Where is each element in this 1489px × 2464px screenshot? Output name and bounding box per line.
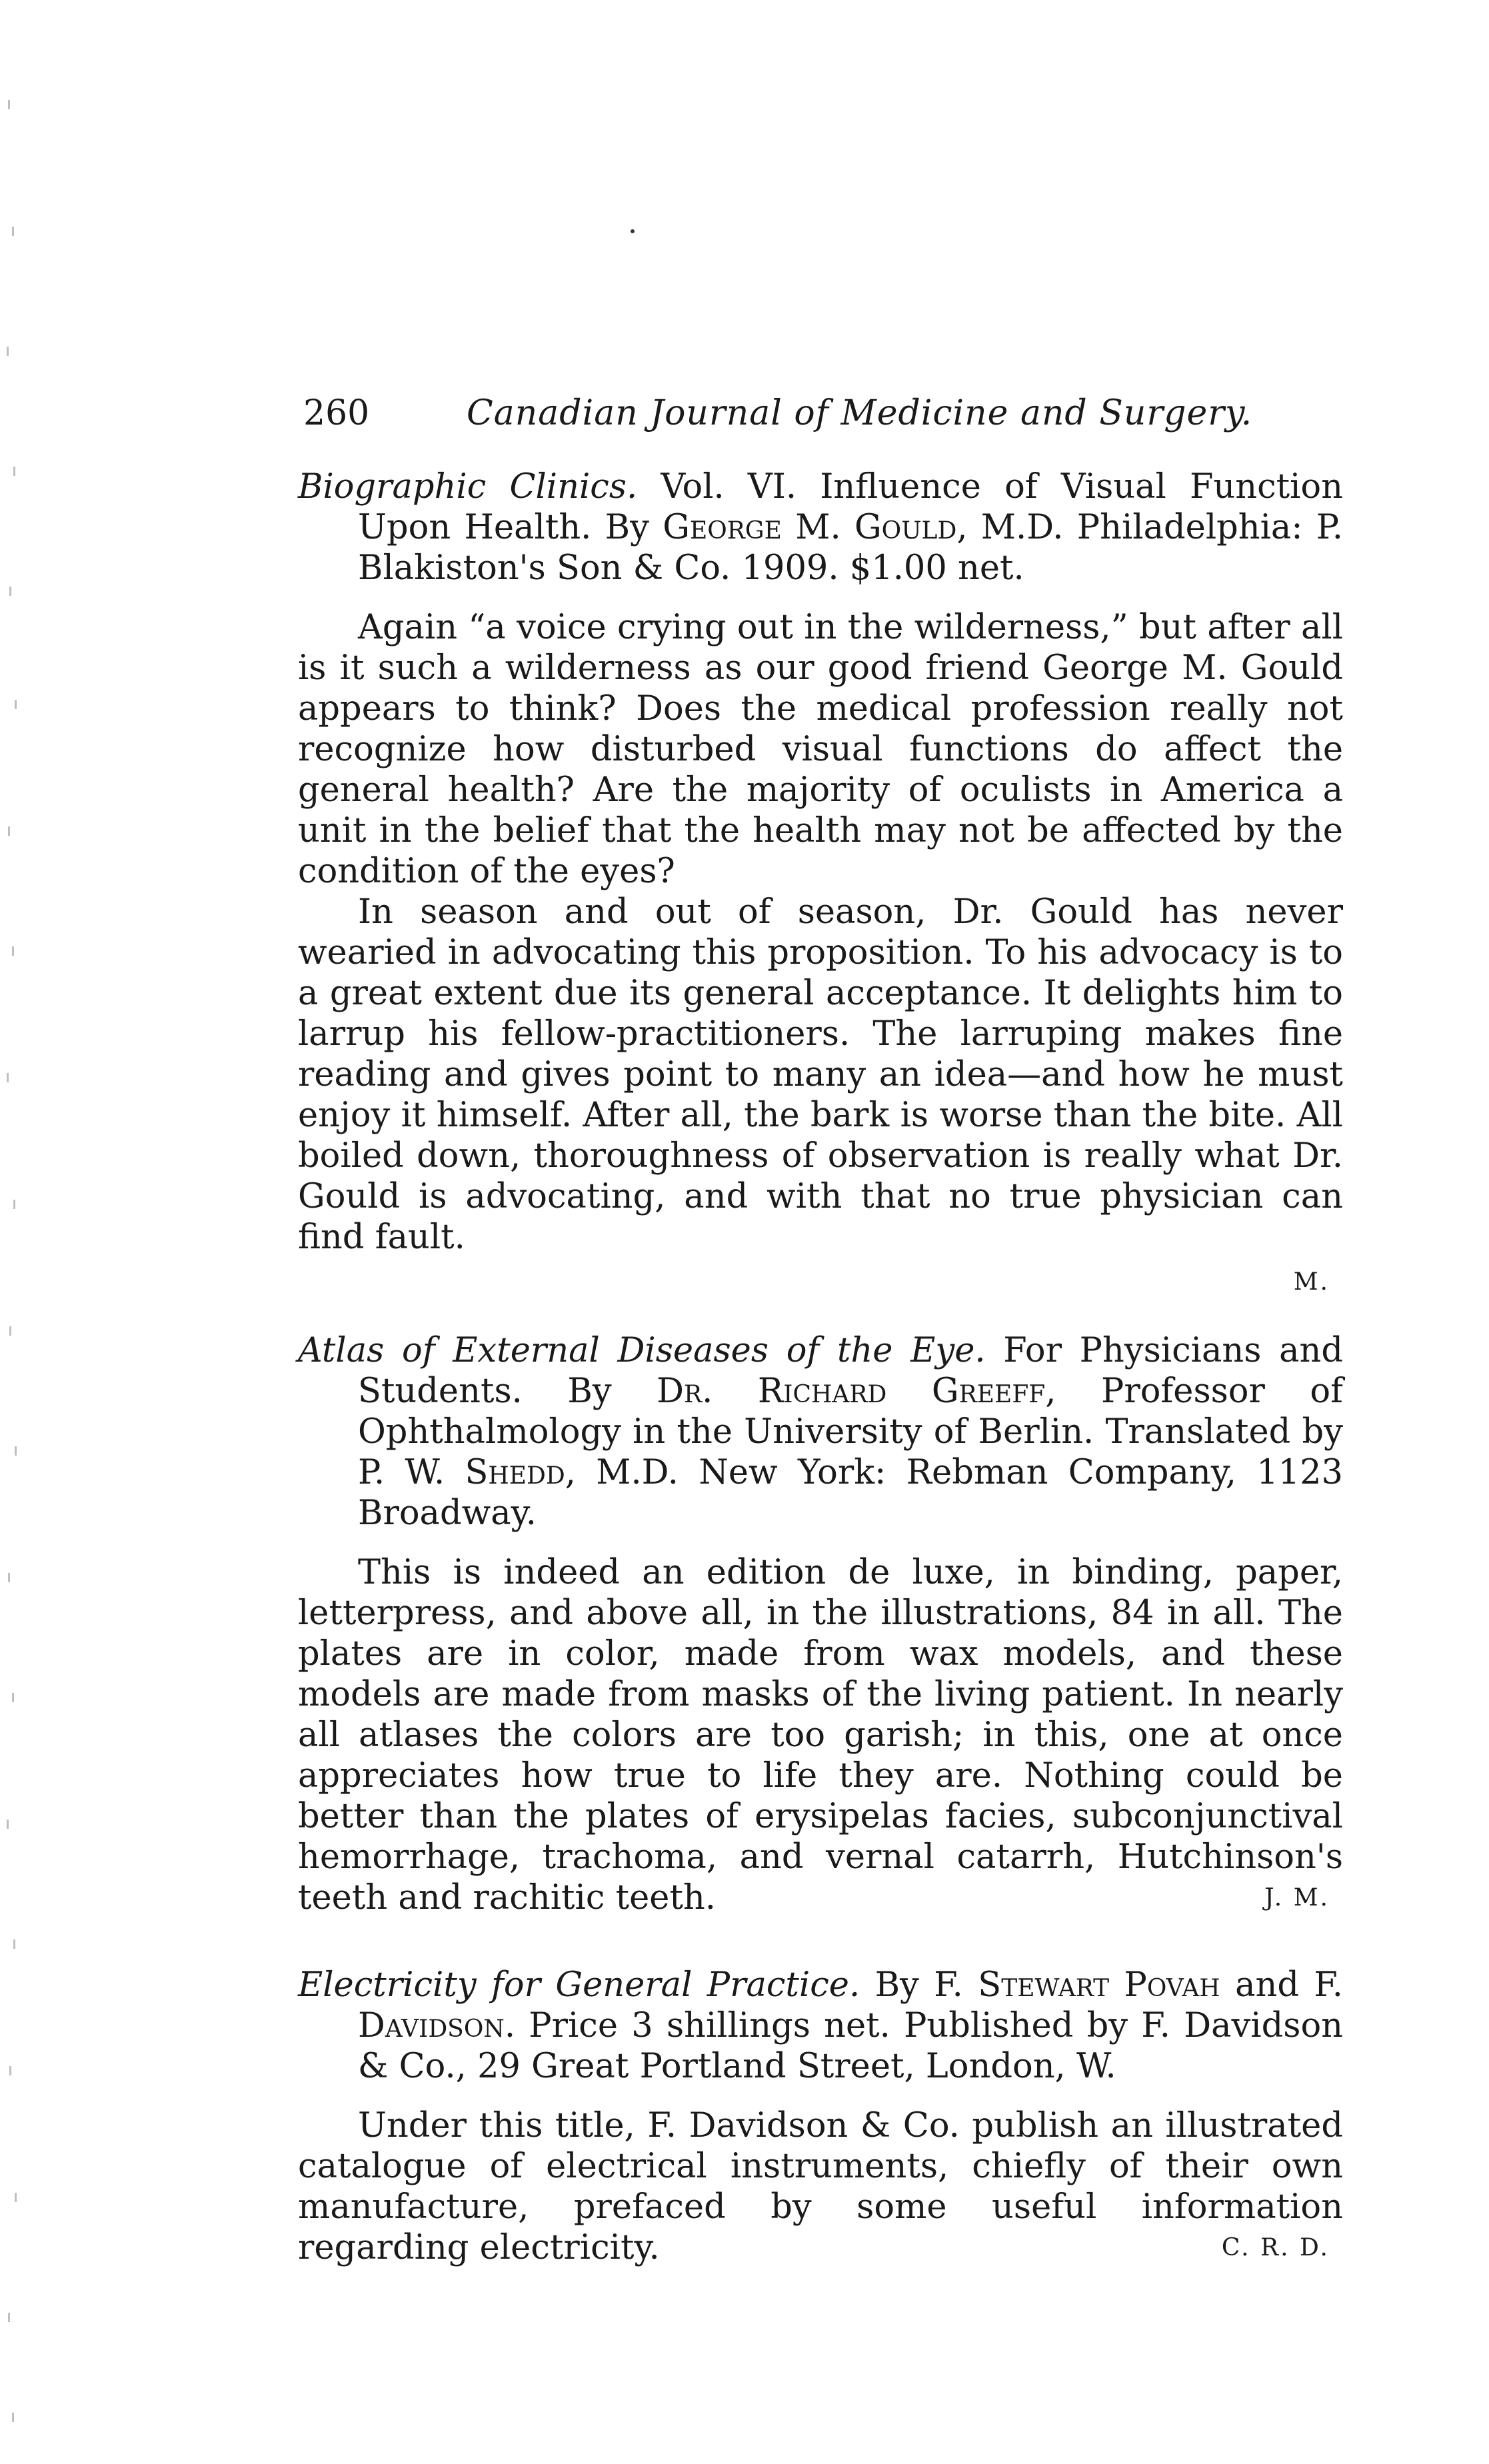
review-paragraph [298,1552,1343,1918]
heading-text: , M.D. New York: Rebman Company, 1123 Broadway. [358,1453,1343,1533]
book-notice-heading [298,1965,1343,2087]
book-title: Electricity for General Practice. [298,1965,860,2005]
book-title: Biographic Clinics. [298,467,638,507]
heading-text: and F. [1220,1965,1343,2005]
author-first-name: George [663,508,782,547]
author-surname: Gould [854,508,957,547]
reviewer-initials: C. R. D. [1221,2234,1330,2261]
heading-text: By F. [860,1965,978,2005]
reviewer-initials: J. M. [1264,1884,1330,1911]
review-paragraph [298,2105,1343,2268]
heading-text: Vol. VI. Influence of Visual Function Upon Health. By [358,467,1343,547]
book-title: Atlas of External Diseases of the Eye. [298,1331,986,1370]
review-paragraph: In season and out of season, Dr. Gould has never wearied in advocating this proposition. To his advocacy is to a great extent due its general acceptance. It delights him to larrup his fellow-practitioners. The larruping makes fine reading and gives point to many an idea—and how he must enjoy it himself. After all, the bark is worse than the bite. All boiled down, thoroughness of observation is really what Dr. Gould is advocating, and with that no true physician can find fault. [298,892,1343,1257]
heading-text: , M.D. Philadelphia: P. Blakiston's Son & Co. 1909. $1.00 net. [358,508,1343,588]
book-notice-heading [298,467,1343,589]
author-surname: Davidson [358,2006,505,2045]
review-paragraph: Again “a voice crying out in the wilderness,” but after all is it such a wilderness as our good friend George M. Gould appears to think? Does the medical profession really not recognize how disturbed visual functions do affect the general health? Are the majority of oculists in America a unit in the belief that the health may not be affected by the condition of the eyes? [298,608,1343,891]
heading-text: , Professor of Ophthalmology in the University of Berlin. Translated by P. W. [358,1372,1343,1492]
heading-text: M. [781,508,854,547]
left-margin-binding-marks [0,0,27,2464]
ink-speck [631,229,635,233]
review-text: This is indeed an edition de luxe, in binding, paper, letterpress, and above all, in the illustrations, 84 in all. The plates are in color, made from wax models, and these models are made from masks of the living patient. In nearly all atlases the colors are too garish; in this, one at once appreciates how true to life they are. Nothing could be better than the plates of erysipelas facies, subconjunctival hemorrhage, trachoma, and vernal catarrh, Hutchinson's teeth and rachitic teeth. [298,1553,1343,1917]
heading-text: . Price 3 shillings net. Published by F. Davidson & Co., 29 Great Portland Street, London, W. [358,2006,1343,2086]
page-content [298,467,1343,2268]
running-title: Canadian Journal of Medicine and Surgery. [467,393,1253,433]
author-name: Stewart Povah [978,1965,1220,2005]
translator-surname: Shedd [465,1453,565,1492]
page-header [303,390,1343,437]
page-number: 260 [303,393,370,433]
review-text: Under this title, F. Davidson & Co. publish an illustrated catalogue of electrical instruments, chiefly of their own manufacture, prefaced by some useful information regarding electricity. [298,2106,1343,2267]
reviewer-initials: M. [1293,1268,1330,1296]
heading-text: For Physicians and Students. By [358,1331,1343,1411]
book-notice-heading [298,1330,1343,1534]
author-name: Dr. Richard Greeff [657,1372,1046,1411]
